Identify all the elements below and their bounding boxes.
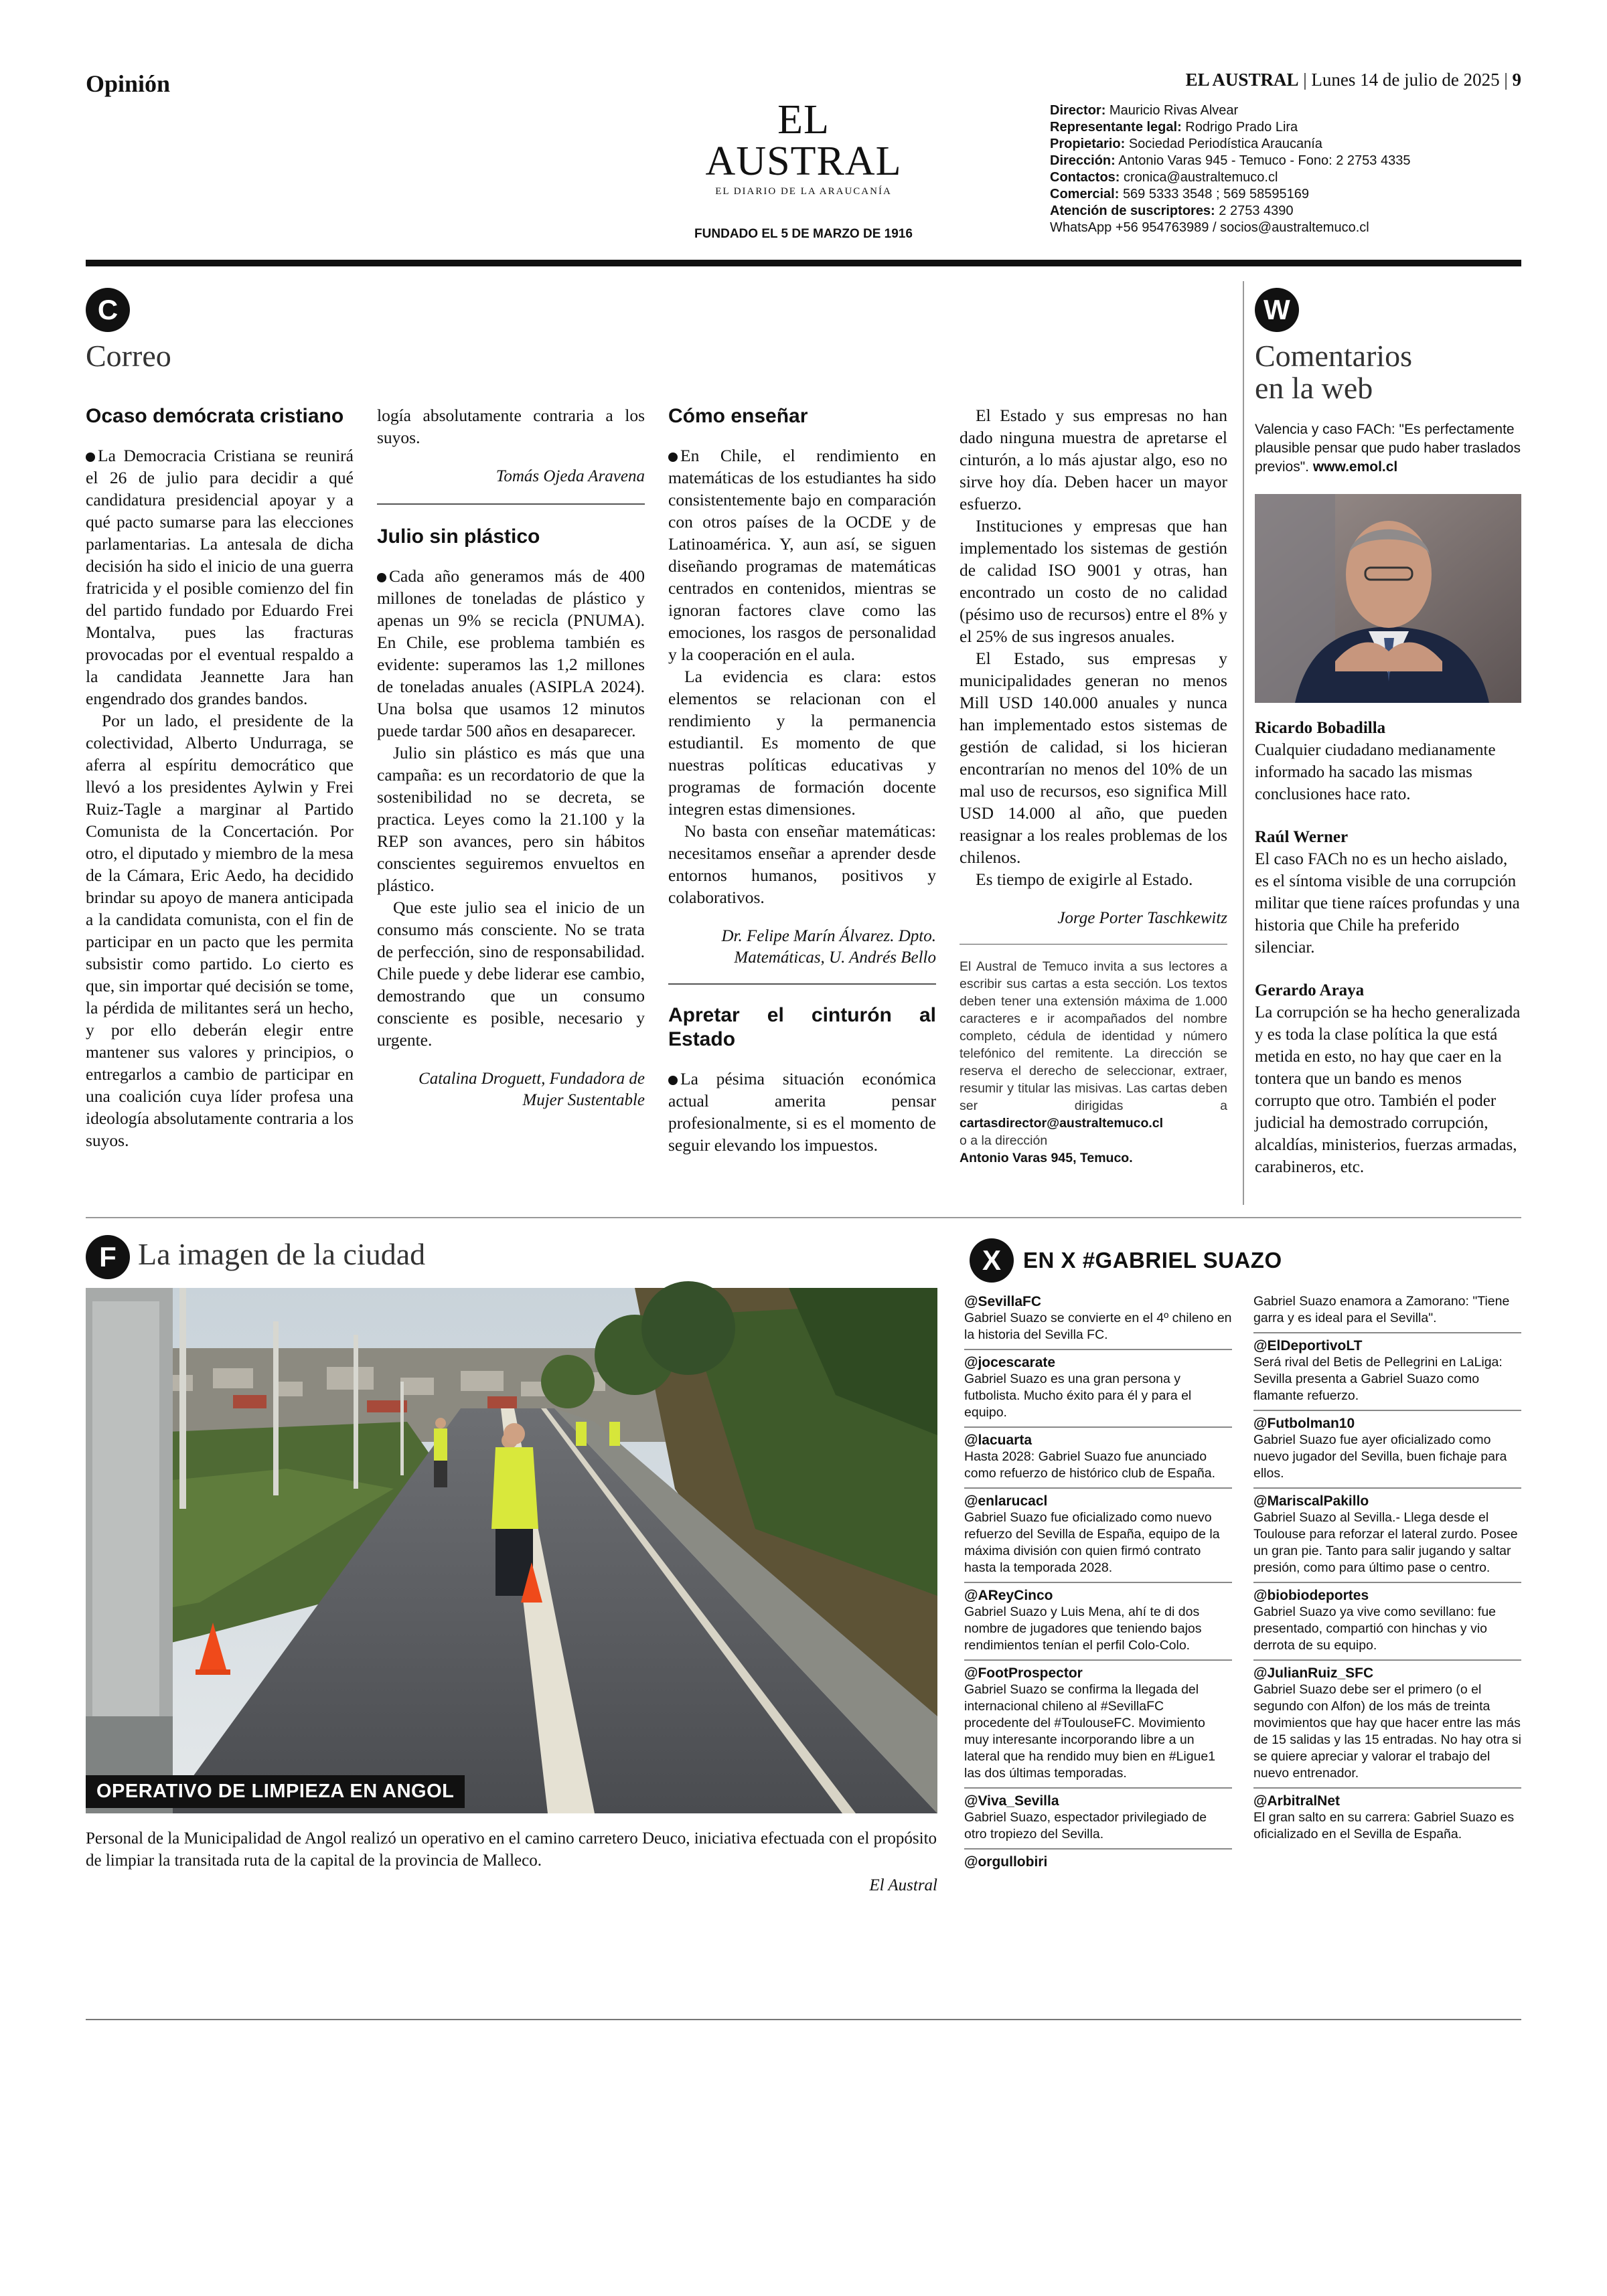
letter-paragraph: El Estado y sus empresas no han dado ninguna muestra de apretarse el cinturón, a lo más ajustar algo, eso no sirve hoy día. Deben hacer un mayor esfuerzo. bbox=[960, 406, 1227, 513]
tweet-item bbox=[964, 1489, 1232, 1583]
comments-separator bbox=[1243, 281, 1244, 1205]
tweet-handle[interactable]: @ElDeportivoLT bbox=[1253, 1338, 1363, 1354]
masthead-logo: EL AUSTRAL bbox=[705, 97, 902, 184]
staff-label: Comercial: bbox=[1050, 187, 1120, 201]
staff-value: WhatsApp +56 954763989 / socios@australtemuco.cl bbox=[1050, 220, 1369, 235]
comment-item bbox=[1255, 980, 1521, 1178]
letter-paragraph bbox=[86, 444, 354, 710]
letter-paragraph-continued: logía absolutamente contraria a los suyos. bbox=[377, 406, 645, 447]
portrait-image bbox=[1255, 494, 1521, 703]
staff-value: 2 2753 4390 bbox=[1219, 203, 1294, 218]
tweet-text: Gabriel Suazo se confirma la llegada del internacional chileno al #SevillaFC procedente del #ToulouseFC. Movimiento muy interesante incorporando libre a un lateral que ha rendido muy bien en #Ligue1 las dos últimas temporadas. bbox=[964, 1682, 1216, 1781]
comment-item bbox=[1255, 718, 1521, 805]
letter-divider bbox=[377, 503, 645, 505]
staff-line bbox=[1050, 220, 1519, 236]
tweet-item bbox=[1253, 1789, 1521, 1848]
comments-lead bbox=[1255, 420, 1521, 477]
letter-paragraph: Julio sin plástico es más que una campaña: es un recordatorio de que la sostenibilidad no se decreta, se practica. Leyes como la 21.100 y la REP son avances, pero sin hábitos conscientes seguiremos envueltos en plástico. bbox=[377, 743, 645, 895]
tweet-handle[interactable]: @jocescarate bbox=[964, 1355, 1056, 1370]
letter-paragraph: Por un lado, el presidente de la colectividad, Alberto Undurraga, se aferra al espíritu democrático que llevó a los presidentes Aylwin y Frei Ruiz-Tagle a marginar al Partido Comunista de la Concertación. Por otro, el diputado y miembro de la mesa de la Cámara, Eric Aedo, ha decidido brindar su apoyo de manera anticipada a la candidata comunista, con el fin de participar en un pacto que les permita subsistir como partido. Lo cierto es que, sin importar qué decisión se tome, la pérdida de militantes será un hecho, y por ello deberán elegir entre mantener sus valores y principios, o entregarlos a cambio de participar en una coalición cuya líder profesa una ideología absolutamente contraria a los suyos. bbox=[86, 711, 354, 1150]
x-marker-icon: X bbox=[970, 1238, 1014, 1283]
bullet-icon bbox=[668, 453, 678, 462]
correo-title: Correo bbox=[86, 339, 171, 373]
tweet-item bbox=[1253, 1411, 1521, 1489]
staff-value: Sociedad Periodística Araucanía bbox=[1128, 137, 1322, 151]
tweet-text: Gabriel Suazo fue ayer oficializado como nuevo jugador del Sevilla, buen fichaje para ellos. bbox=[1253, 1432, 1507, 1481]
paragraph-text: La Democracia Cristiana se reunirá el 26 de julio para decidir a qué candidatura presidencial apoyar y a qué pacto sumarse para las elecciones parlamentarias. La antesala de dicha decisión ha sido el inicio de una guerra fratricida y el posible comienzo del fin del partido fundado por Eduardo Frei Montalva, pues las fracturas provocadas por el eventual respaldo a la candidata Jeannette Jara han engendrado dos grandes bandos. bbox=[86, 446, 354, 708]
comment-text: El caso FACh no es un hecho aislado, es el síntoma visible de una corrupción militar que tiene raíces profundas y una historia que Chile ha preferido silenciar. bbox=[1255, 850, 1520, 957]
staff-label: Atención de suscriptores: bbox=[1050, 203, 1215, 218]
tweet-text: Gabriel Suazo ya vive como sevillano: fue presentado, compartió con hinchas y vio derrota de su equipo. bbox=[1253, 1605, 1497, 1653]
folio-page-number: 9 bbox=[1512, 70, 1521, 90]
staff-line bbox=[1050, 169, 1519, 186]
tweet-handle[interactable]: @Futbolman10 bbox=[1253, 1416, 1355, 1431]
tweet-item bbox=[1253, 1583, 1521, 1661]
tweet-text: Hasta 2028: Gabriel Suazo fue anunciado como refuerzo de histórico club de España. bbox=[964, 1449, 1216, 1481]
staff-value: 569 5333 3548 ; 569 58595169 bbox=[1122, 187, 1309, 201]
city-photo bbox=[86, 1288, 937, 1813]
letter-paragraph: La evidencia es clara: estos elementos se relacionan con el rendimiento y la permanencia estudiantil. Es momento de que nuestras políticas educativas y programas de formación docente integren estas dimensiones. bbox=[668, 667, 936, 819]
tweet-item bbox=[1253, 1661, 1521, 1789]
correo-marker-icon: C bbox=[86, 288, 130, 332]
staff-line bbox=[1050, 186, 1519, 203]
tweet-item bbox=[964, 1661, 1232, 1789]
staff-box bbox=[1050, 102, 1519, 236]
page-folio bbox=[1186, 70, 1521, 90]
tweet-item bbox=[1253, 1489, 1521, 1583]
letter-paragraph bbox=[668, 444, 936, 665]
comment-item bbox=[1255, 827, 1521, 959]
tweet-text: Gabriel Suazo fue oficializado como nuevo refuerzo del Sevilla de España, equipo de la máxima división con quien firmó contrato hasta la temporada 2028. bbox=[964, 1510, 1220, 1575]
comentarios-title-line: en la web bbox=[1255, 371, 1373, 406]
tweet-item bbox=[1253, 1333, 1521, 1411]
comentarios-title bbox=[1255, 340, 1412, 405]
tweet-item bbox=[964, 1789, 1232, 1850]
comments-source-link[interactable]: www.emol.cl bbox=[1312, 459, 1398, 475]
letter-paragraph: Es tiempo de exigirle al Estado. bbox=[976, 870, 1193, 889]
column-1 bbox=[86, 404, 354, 1150]
tweet-text: Gabriel Suazo y Luis Mena, ahí te di dos nombre de jugadores que teniendo bajos rendimientos tenían el perfil Colo-Colo. bbox=[964, 1605, 1202, 1653]
staff-value: Mauricio Rivas Alvear bbox=[1109, 103, 1239, 118]
tweet-handle[interactable]: @lacuarta bbox=[964, 1432, 1032, 1448]
staff-line bbox=[1050, 136, 1519, 153]
comments-list bbox=[1255, 718, 1521, 1178]
folio-date: Lunes 14 de julio de 2025 bbox=[1311, 70, 1500, 90]
tweet-handle[interactable]: @JulianRuiz_SFC bbox=[1253, 1665, 1374, 1681]
letter-paragraph: Que este julio sea el inicio de un consumo más consciente. No se trata de perfección, sino de responsabilidad. Chile puede y debe liderar ese cambio, demostrando que un consumo consciente es posible, necesario y urgente. bbox=[377, 898, 645, 1050]
paragraph-text: La pésima situación económica actual amerita pensar profesionalmente, si es el momento de seguir elevando los impuestos. bbox=[668, 1069, 936, 1155]
tweet-item bbox=[1253, 1289, 1521, 1333]
section-label: Opinión bbox=[86, 70, 171, 97]
tweet-text: Gabriel Suazo al Sevilla.- Llega desde el Toulouse para reforzar el lateral zurdo. Posee un gran pie. Tanto para salir jugando y saltar presión, como para último pase o centro. bbox=[1253, 1510, 1518, 1575]
notice-or: o a la dirección bbox=[960, 1133, 1048, 1148]
staff-line bbox=[1050, 119, 1519, 136]
letter-paragraph bbox=[668, 1068, 936, 1156]
staff-label: Dirección: bbox=[1050, 153, 1116, 168]
folio-sep-1: | bbox=[1303, 70, 1312, 90]
staff-label: Contactos: bbox=[1050, 170, 1120, 185]
x-column-1 bbox=[964, 1289, 1232, 1876]
letter-paragraph bbox=[377, 565, 645, 742]
notice-text: El Austral de Temuco invita a sus lectores a escribir sus cartas a esta sección. Los textos deben tener una extensión máxima de 1.000 caracteres e ir acompañados del nombre completo, cédula de identidad y número telefónico del remitente. La dirección se reserva el derecho de seleccionar, extraer, resumir y titular las misivas. Las cartas deben ser dirigidas a bbox=[960, 959, 1227, 1113]
letter-title-apretar: Apretar el cinturón al Estado bbox=[668, 1004, 936, 1050]
column-4 bbox=[960, 404, 1227, 1167]
commenter-photo bbox=[1255, 494, 1521, 703]
staff-line bbox=[1050, 153, 1519, 169]
tweet-item bbox=[964, 1428, 1232, 1489]
bottom-rule bbox=[86, 2019, 1521, 2020]
masthead-tagline: EL DIARIO DE LA ARAUCANÍA bbox=[715, 186, 892, 197]
comments-lead-text: Valencia y caso FACh: "Es perfectamente plausible pensar que pudo haber traslados previos". bbox=[1255, 422, 1521, 475]
tweet-text: Gabriel Suazo es una gran persona y futbolista. Mucho éxito para él y para el equipo. bbox=[964, 1372, 1192, 1420]
tweet-item bbox=[964, 1350, 1232, 1428]
tweet-handle[interactable]: @biobiodeportes bbox=[1253, 1588, 1369, 1603]
tweet-handle[interactable]: @SevillaFC bbox=[964, 1294, 1042, 1309]
staff-value: Antonio Varas 945 - Temuco - Fono: 2 2753 4335 bbox=[1118, 153, 1411, 168]
photo-caption: Personal de la Municipalidad de Angol realizó un operativo en el camino carretero Deuco, iniciativa efectuada con el propósito de limpiar la transitada ruta de la capital de la provincia de Malleco. bbox=[86, 1829, 937, 1870]
comment-author: Gerardo Araya bbox=[1255, 981, 1365, 999]
folio-paper: EL AUSTRAL bbox=[1185, 70, 1299, 90]
letter-signature-como: Dr. Felipe Marín Álvarez. Dpto. Matemáticas, U. Andrés Bello bbox=[721, 927, 936, 967]
letter-signature-julio: Catalina Droguett, Fundadora de Mujer Sustentable bbox=[418, 1070, 645, 1109]
x-column-2 bbox=[1253, 1289, 1521, 1848]
letters-notice bbox=[960, 958, 1227, 1167]
tweet-handle[interactable]: @FootProspector bbox=[964, 1665, 1083, 1681]
staff-label: Representante legal: bbox=[1050, 120, 1182, 135]
letter-title-julio: Julio sin plástico bbox=[377, 525, 540, 548]
comment-text: La corrupción se ha hecho generalizada y es toda la clase política la que está metida en esto, no hay que caer en la tontera que un bando es menos corrupto que otro. También el poder judicial ha demostrado corrupción, alcaldías, ministerios, fuerzas armadas, carabineros, etc. bbox=[1255, 1003, 1521, 1176]
tweet-text: El gran salto en su carrera: Gabriel Suazo es oficializado en el Sevilla de España. bbox=[1253, 1810, 1515, 1841]
mid-rule bbox=[86, 1217, 1521, 1218]
bullet-icon bbox=[86, 453, 95, 462]
bullet-icon bbox=[668, 1076, 678, 1085]
comment-author: Ricardo Bobadilla bbox=[1255, 719, 1386, 737]
photo-label: OPERATIVO DE LIMPIEZA EN ANGOL bbox=[86, 1775, 465, 1808]
bullet-icon bbox=[377, 573, 386, 582]
x-section-title: EN X #GABRIEL SUAZO bbox=[1023, 1248, 1282, 1273]
notice-address: Antonio Varas 945, Temuco. bbox=[960, 1151, 1133, 1165]
letter-divider bbox=[668, 983, 936, 985]
comment-author: Raúl Werner bbox=[1255, 828, 1349, 846]
column-2 bbox=[377, 404, 645, 1111]
letter-signature-ocaso: Tomás Ojeda Aravena bbox=[495, 467, 645, 485]
letter-paragraph: Instituciones y empresas que han implementado los sistemas de gestión de calidad ISO 9001 y otras, han encontrado un costo de no calidad (pésimo uso de recursos) entre el 8% y el 25% de sus ingresos anuales. bbox=[960, 516, 1227, 646]
header-rule bbox=[86, 260, 1521, 266]
staff-line bbox=[1050, 203, 1519, 220]
notice-divider bbox=[960, 944, 1227, 945]
tweet-text: Gabriel Suazo se convierte en el 4º chileno en la historia del Sevilla FC. bbox=[964, 1311, 1232, 1342]
tweet-handle[interactable]: @Viva_Sevilla bbox=[964, 1793, 1059, 1809]
tweet-handle[interactable]: @orgullobiri bbox=[964, 1854, 1048, 1870]
road-cleanup-image bbox=[86, 1288, 937, 1813]
folio-sep-2: | bbox=[1504, 70, 1513, 90]
staff-line bbox=[1050, 102, 1519, 119]
masthead-founded: FUNDADO EL 5 DE MARZO DE 1916 bbox=[694, 227, 913, 241]
notice-email-link[interactable]: cartasdirector@australtemuco.cl bbox=[960, 1116, 1164, 1131]
paragraph-text: Cada año generamos más de 400 millones de toneladas de plástico y apenas un 9% se recicla (PNUMA). En Chile, ese problema también es evidente: superamos las 1,2 millones de toneladas anuales (ASIPLA 2024). Una bolsa que usamos 12 minutos puede tardar 500 años en desaparecer. bbox=[377, 566, 645, 740]
tweet-handle[interactable]: @ArbitralNet bbox=[1253, 1793, 1340, 1809]
tweet-item bbox=[964, 1850, 1232, 1876]
staff-value: Rodrigo Prado Lira bbox=[1185, 120, 1298, 135]
letter-title-como: Cómo enseñar bbox=[668, 405, 808, 427]
letter-paragraph: No basta con enseñar matemáticas: necesitamos enseñar a aprender desde entornos humanos, positivos y colaborativos. bbox=[668, 821, 936, 907]
staff-value: cronica@australtemuco.cl bbox=[1124, 170, 1278, 185]
letter-paragraph: El Estado, sus empresas y municipalidades generan no menos Mill USD 140.000 anuales y nunca han implementado estos sistemas de gestión de calidad, si los hicieran encontrarían no menos del 10% de un mal uso de recursos, eso significa Mill USD 14.000 al año, que pueden reasignar a los reales problemas de los chilenos. bbox=[960, 649, 1227, 867]
staff-label: Director: bbox=[1050, 103, 1106, 118]
masthead bbox=[691, 99, 916, 242]
tweet-item bbox=[964, 1289, 1232, 1350]
tweet-item bbox=[964, 1583, 1232, 1661]
staff-label: Propietario: bbox=[1050, 137, 1126, 151]
tweet-handle[interactable]: @enlarucacl bbox=[964, 1493, 1048, 1509]
tweet-handle[interactable]: @AReyCinco bbox=[964, 1588, 1053, 1603]
tweet-text: Será rival del Betis de Pellegrini en LaLiga: Sevilla presenta a Gabriel Suazo como flamante refuerzo. bbox=[1253, 1355, 1503, 1403]
web-marker-icon: W bbox=[1255, 288, 1299, 332]
letter-signature-apretar: Jorge Porter Taschkewitz bbox=[1057, 909, 1227, 927]
comentarios-title-line: Comentarios bbox=[1255, 339, 1413, 373]
tweet-text: Gabriel Suazo debe ser el primero (o el segundo con Alfon) de los más de treinta movimientos que hay que hacer entre las más de 15 salidas y las 15 entradas. No hay otra si se quiere apreciar y valorar el trabajo del nuevo entrenador. bbox=[1253, 1682, 1521, 1781]
tweet-text: Gabriel Suazo, espectador privilegiado de otro tropiezo del Sevilla. bbox=[964, 1810, 1207, 1841]
imagen-marker-icon: F bbox=[86, 1235, 130, 1279]
paragraph-text: En Chile, el rendimiento en matemáticas de los estudiantes ha sido consistentemente bajo en comparación con otros países de la OCDE y de Latinoamérica. Y, aun así, se siguen diseñando programas de matemáticas centrados en contenidos, mientras se ignoran factores clave como las emociones, los rasgos de personalidad y la cooperación en el aula. bbox=[668, 446, 936, 664]
tweet-handle[interactable]: @MariscalPakillo bbox=[1253, 1493, 1369, 1509]
letter-title-ocaso: Ocaso demócrata cristiano bbox=[86, 405, 344, 427]
comment-text: Cualquier ciudadano medianamente informado ha sacado las mismas conclusiones hace rato. bbox=[1255, 741, 1496, 803]
imagen-title: La imagen de la ciudad bbox=[138, 1237, 426, 1271]
tweet-text: Gabriel Suazo enamora a Zamorano: "Tiene garra y es ideal para el Sevilla". bbox=[1253, 1294, 1510, 1325]
photo-credit: El Austral bbox=[869, 1876, 937, 1894]
column-3 bbox=[668, 404, 936, 1156]
